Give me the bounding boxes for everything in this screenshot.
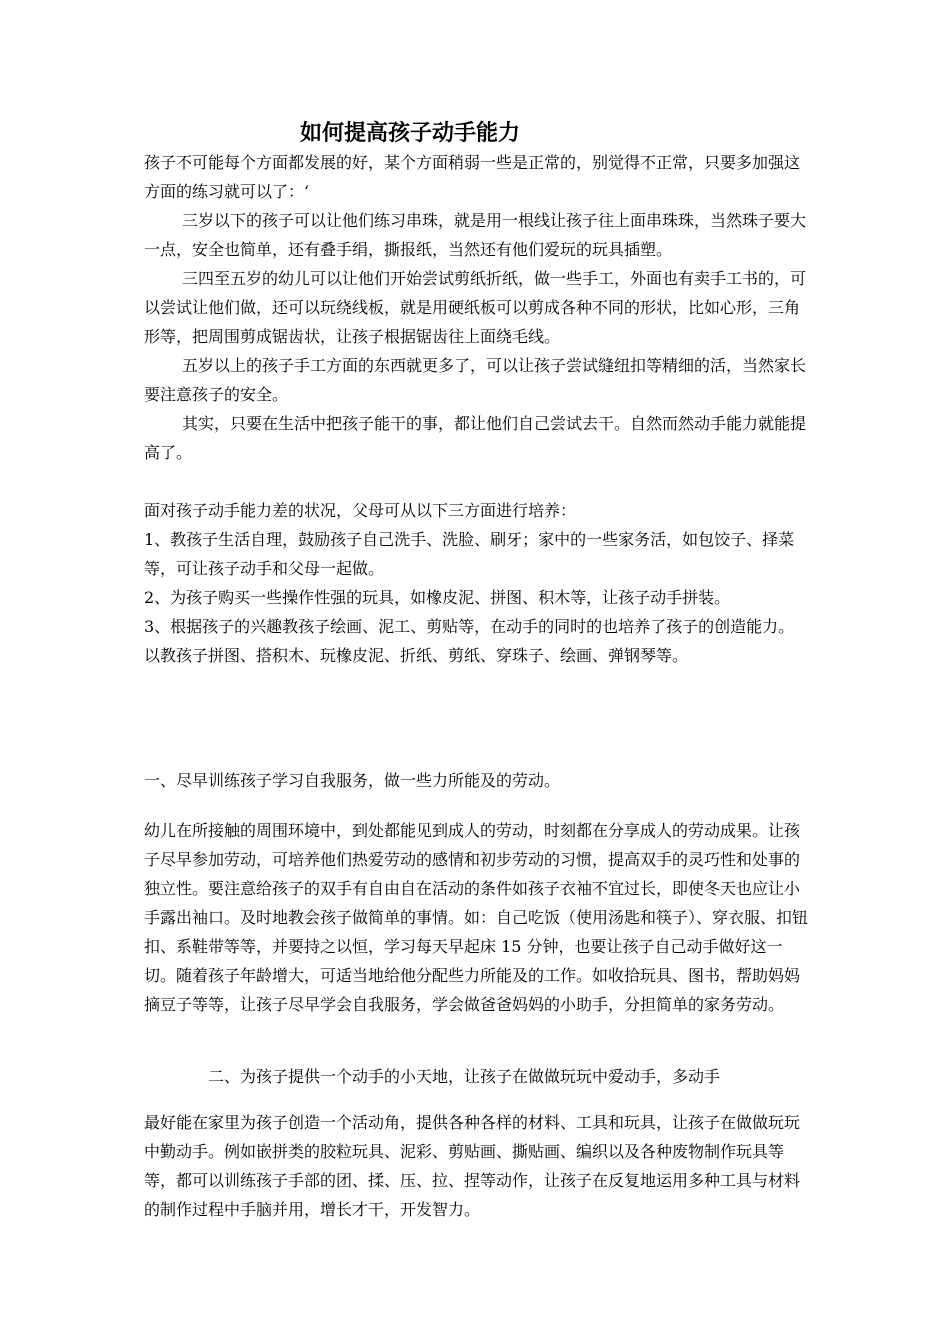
section-self-service-heading: 一、尽早训练孩子学习自我服务，做一些力所能及的劳动。 <box>144 771 561 790</box>
training-section <box>144 496 814 670</box>
intro-paragraph-5: 其实，只要在生活中把孩子能干的事，都让他们自己尝试去干。自然而然动手能力就能提高了。 <box>144 414 807 462</box>
section-self-service-body: 幼儿在所接触的周围环境中，到处都能见到成人的劳动，时刻都在分享成人的劳动成果。让孩子尽早参加劳动，可培养他们热爱劳动的感情和初步劳动的习惯，提高双手的灵巧性和处事的独立性。要注意给孩子的双手有自由自在活动的条件如孩子衣袖不宜过长，即使冬天也应让小手露出袖口。及时地教会孩子做简单的事情。如：自己吃饭（使用汤匙和筷子）、穿衣服、扣钮扣、系鞋带等等，并要持之以恒，学习每天早起床 15 分钟，也要让孩子自己动手做好这一切。随着孩子年龄增大，可适当地给他分配些力所能及的工作。如收拾玩具、图书，帮助妈妈摘豆子等等，让孩子尽早学会自我服务，学会做爸爸妈妈的小助手，分担简单的家务劳动。 <box>144 821 809 1014</box>
training-item-3: 3、根据孩子的兴趣教孩子绘画、泥工、剪贴等，在动手的同时的也培养了孩子的创造能力。 <box>144 617 795 636</box>
document-title: 如何提高孩子动手能力 <box>300 120 521 146</box>
intro-paragraph-3: 三四至五岁的幼儿可以让他们开始尝试剪纸折纸，做一些手工，外面也有卖手工书的，可以尝试让他们做，还可以玩绕线板，就是用硬纸板可以剪成各种不同的形状，比如心形，三角形等，把周围剪成锯齿状，让孩子根据锯齿往上面绕毛线。 <box>144 269 807 346</box>
intro-paragraph-4: 五岁以上的孩子手工方面的东西就更多了，可以让孩子尝试缝纽扣等精细的活，当然家长要注意孩子的安全。 <box>144 356 807 404</box>
section-play-area-body-wrap <box>144 1108 814 1224</box>
section-self-service-body-wrap <box>144 816 814 1019</box>
training-item-1: 1、教孩子生活自理，鼓励孩子自己洗手、洗脸、刷牙；家中的一些家务活，如包饺子、择菜等，可让孩子动手和父母一起做。 <box>144 530 795 578</box>
section-play-area-body: 最好能在家里为孩子创造一个活动角，提供各种各样的材料、工具和玩具，让孩子在做做玩玩中勤动手。例如嵌拼类的胶粒玩具、泥彩、剪贴画、撕贴画、编织以及各种废物制作玩具等等，都可以训练孩子手部的团、揉、压、拉、捏等动作，让孩子在反复地运用多种工具与材料的制作过程中手脑并用，增长才干，开发智力。 <box>144 1113 801 1219</box>
intro-section <box>144 148 814 467</box>
training-tail: 以教孩子拼图、搭积木、玩橡皮泥、折纸、剪纸、穿珠子、绘画、弹钢琴等。 <box>144 646 689 665</box>
section-self-service-heading-wrap <box>144 766 814 795</box>
section-play-area-heading: 二、为孩子提供一个动手的小天地，让孩子在做做玩玩中爱动手，多动手 <box>208 1067 721 1086</box>
intro-paragraph-1: 孩子不可能每个方面都发展的好，某个方面稍弱一些是正常的，别觉得不正常，只要多加强这方面的练习就可以了：‘ <box>144 153 801 201</box>
training-item-2: 2、为孩子购买一些操作性强的玩具，如橡皮泥、拼图、积木等，让孩子动手拼装。 <box>144 588 731 607</box>
intro-paragraph-2: 三岁以下的孩子可以让他们练习串珠，就是用一根线让孩子往上面串珠珠，当然珠子要大一点，安全也简单，还有叠手绢，撕报纸，当然还有他们爱玩的玩具插塑。 <box>144 211 807 259</box>
training-lead: 面对孩子动手能力差的状况，父母可从以下三方面进行培养： <box>144 501 577 520</box>
